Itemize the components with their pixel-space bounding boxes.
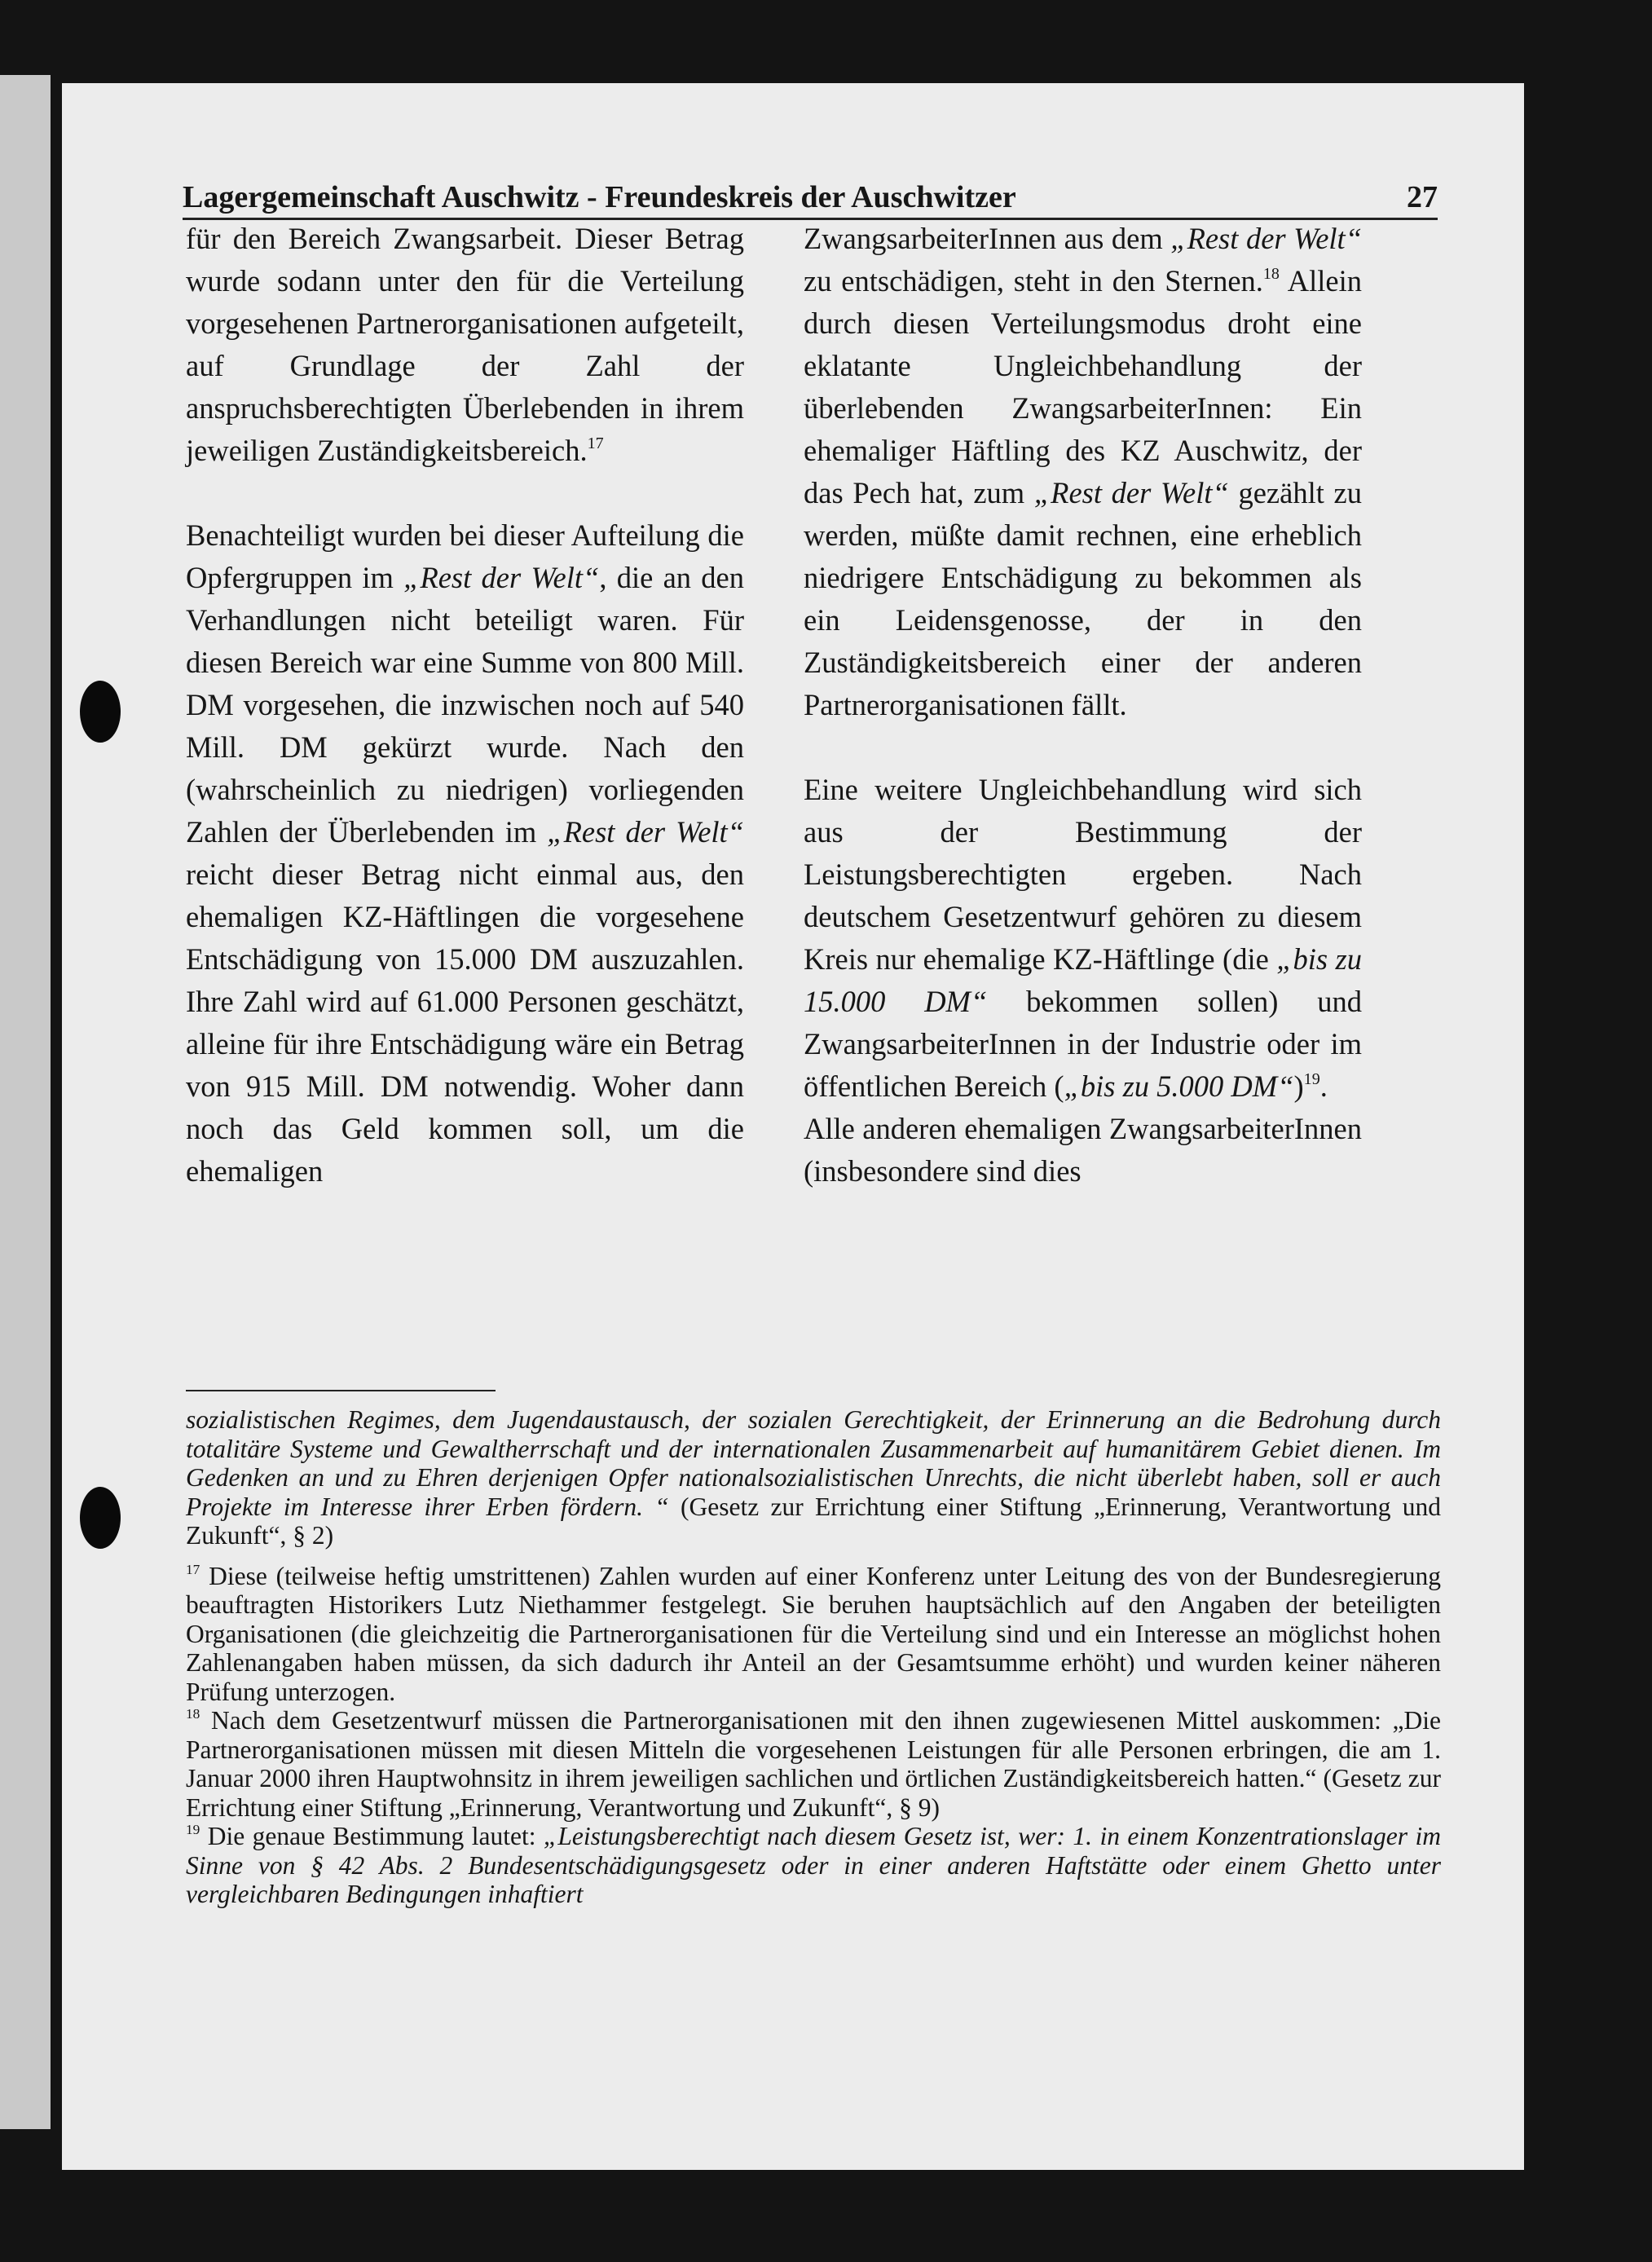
paragraph: ZwangsarbeiterInnen aus dem „Rest der Welt“ zu entschädigen, steht in den Sternen.$^{18}$ Allein durch diesen Verteilungsmodus droht eine eklatante Ungleichbehandlung der überlebenden ZwangsarbeiterInnen: Ein ehemaliger Häftling des KZ Auschwitz, der das Pech hat, zum „Rest der Welt“ gezählt zu werden, müßte damit rechnen, eine erheblich niedrigere Entschädigung zu bekommen als ein Leidensgenosse, der in den Zuständigkeitsbereich einer der anderen Partnerorganisationen fällt. bbox=[804, 222, 1362, 721]
footnote-ref: 19 bbox=[1303, 1069, 1320, 1088]
paragraph: Alle anderen ehemaligen ZwangsarbeiterInnen (insbesondere sind dies bbox=[804, 1112, 1362, 1188]
footnotes bbox=[186, 1405, 1441, 1909]
left-column bbox=[186, 218, 744, 1193]
book-page bbox=[62, 83, 1524, 2170]
footnote-19: $^{19}$ Die genaue Bestimmung lautet: „Leistungsberechtigt nach diesem Gesetz ist, wer: 1. in einem Konzentrationslager im Sinne von § 42 Abs. 2 Bundesentschädigungsgesetz oder in einer anderen Haftstätte oder einem Ghetto unter vergleichbaren Bedingungen inhaftiert bbox=[186, 1822, 1441, 1908]
running-header bbox=[183, 177, 1438, 220]
paragraph: Benachteiligt wurden bei dieser Aufteilung die Opfergruppen im „Rest der Welt“, die an den Verhandlungen nicht beteiligt waren. Für diesen Bereich war eine Summe von 800 Mill. DM vorgesehen, die inzwischen noch auf 540 Mill. DM gekürzt wurde. Nach den (wahrscheinlich zu niedrigen) vorliegenden Zahlen der Überlebenden im „Rest der Welt“ reicht dieser Betrag nicht einmal aus, den ehemaligen KZ-Häftlingen die vorgesehene Entschädigung von 15.000 DM auszuzahlen. Ihre Zahl wird auf 61.000 Personen geschätzt, alleine für ihre Entschädigung wäre ein Betrag von 915 Mill. DM notwendig. Woher dann noch das Geld kommen soll, um die ehemaligen bbox=[186, 518, 744, 1188]
footnote-18: $^{18}$ Nach dem Gesetzentwurf müssen die Partnerorganisationen mit den ihnen zugewiesenen Mittel auskommen: „Die Partnerorganisationen müssen mit diesen Mitteln die vorgesehenen Leistungen für alle Personen erbringen, die am 1. Januar 2000 ihren Hauptwohnsitz in ihrem jeweiligen sachlichen und örtlichen Zuständigkeitsbereich hatten.“ (Gesetz zur Errichtung einer Stiftung „Erinnerung, Verantwortung und Zukunft“, § 9) bbox=[186, 1706, 1441, 1822]
header-title: Lagergemeinschaft Auschwitz - Freundeskreis der Auschwitzer bbox=[183, 180, 1016, 214]
footnote-separator bbox=[186, 1390, 496, 1391]
punch-hole bbox=[80, 1487, 121, 1549]
footnote-17: $^{17}$ Diese (teilweise heftig umstrittenen) Zahlen wurden auf einer Konferenz unter Leitung des von der Bundesregierung beauftragten Historikers Lutz Niethammer festgelegt. Sie beruhen hauptsächlich auf den Angaben der beteiligten Organisationen (die gleichzeitig die Partnerorganisationen für die Verteilung sind und ein Interesse an möglichst hohen Zahlenangaben haben müssen, da sich dadurch ihr Anteil an der Gesamtsumme erhöht) und wurden keiner näheren Prüfung unterzogen. bbox=[186, 1561, 1441, 1706]
paragraph: für den Bereich Zwangsarbeit. Dieser Betrag wurde sodann unter den für die Verteilung vorgesehenen Partnerorganisationen aufgeteilt, auf Grundlage der Zahl der anspruchsberechtigten Überlebenden in ihrem jeweiligen Zuständigkeitsbereich.$^{17}$ bbox=[186, 222, 744, 467]
page-number: 27 bbox=[1407, 180, 1438, 214]
punch-hole bbox=[80, 681, 121, 743]
footnote-ref: 17 bbox=[587, 434, 604, 452]
footnote-ref: 18 bbox=[1262, 264, 1280, 283]
paragraph: Eine weitere Ungleichbehandlung wird sich aus der Bestimmung der Leistungsberechtigten ergeben. Nach deutschem Gesetzentwurf gehören zu diesem Kreis nur ehemalige KZ-Häftlinge (die „bis zu 15.000 DM“ bekommen sollen) und ZwangsarbeiterInnen in der Industrie oder im öffentlichen Bereich („bis zu 5.000 DM“)$^{19}$. bbox=[804, 773, 1362, 1103]
adjacent-page-edge bbox=[0, 75, 51, 2129]
right-column bbox=[804, 218, 1362, 1193]
footnote-continuation: sozialistischen Regimes, dem Jugendaustausch, der sozialen Gerechtigkeit, der Erinnerung an die Bedrohung durch totalitäre Systeme und Gewaltherrschaft und der internationalen Zusammenarbeit auf humanitärem Gebiet dienen. Im Gedenken an und zu Ehren derjenigen Opfer nationalsozialistischen Unrechts, die nicht überlebt haben, soll er auch Projekte im Interesse ihrer Erben fördern. “ (Gesetz zur Errichtung einer Stiftung „Erinnerung, Verantwortung und Zukunft“, § 2) bbox=[186, 1405, 1441, 1550]
